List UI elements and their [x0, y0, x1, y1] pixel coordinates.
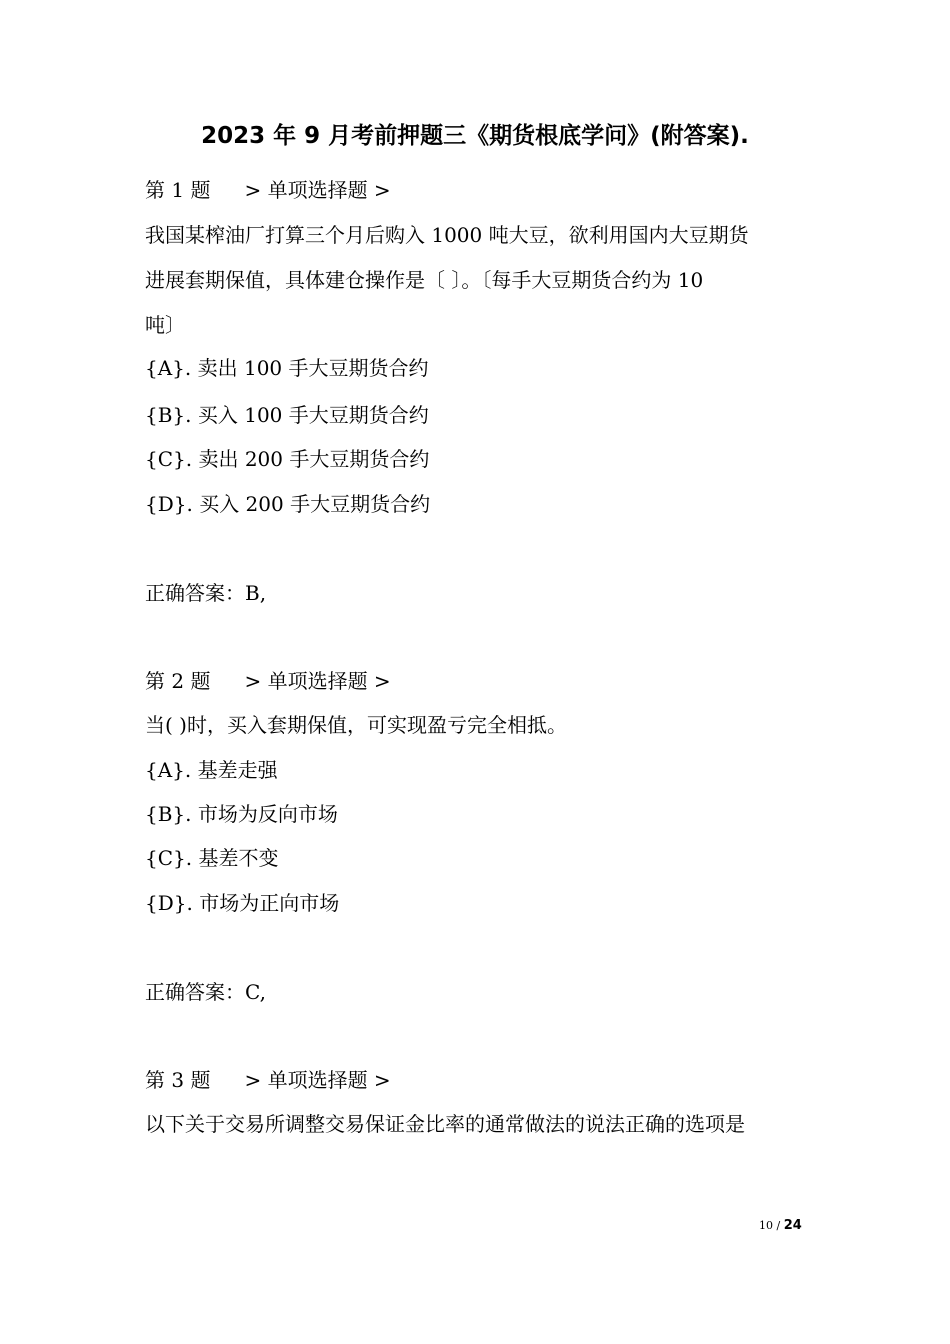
question-1-option-a: {A}. 卖出 100 手大豆期货合约 — [145, 356, 429, 380]
question-3-stem-line-1: 以下关于交易所调整交易保证金比率的通常做法的说法正确的选项是 — [145, 1112, 745, 1136]
question-2-type: > 单项选择题 > — [244, 669, 391, 693]
question-2-header — [145, 667, 391, 695]
question-3-header — [145, 1066, 391, 1094]
question-1-label: 第 1 题 — [145, 178, 211, 202]
question-2-answer: 正确答案：C, — [145, 980, 266, 1004]
question-1-stem-line-1: 我国某榨油厂打算三个月后购入 1000 吨大豆，欲利用国内大豆期货 — [145, 223, 749, 247]
page-number — [759, 1218, 802, 1234]
question-1-answer: 正确答案：B, — [145, 581, 267, 605]
page-title: 2023 年 9 月考前押题三《期货根底学问》(附答案). — [201, 123, 749, 149]
question-2-label: 第 2 题 — [145, 669, 211, 693]
question-2-option-c: {C}. 基差不变 — [145, 846, 279, 870]
question-1-option-b: {B}. 买入 100 手大豆期货合约 — [145, 403, 429, 427]
question-2-option-b: {B}. 市场为反向市场 — [145, 802, 338, 826]
question-1-stem-line-2: 进展套期保值，具体建仓操作是〔 〕。〔每手大豆期货合约为 10 — [145, 268, 704, 292]
question-3-type: > 单项选择题 > — [244, 1068, 391, 1092]
question-1-option-c: {C}. 卖出 200 手大豆期货合约 — [145, 447, 430, 471]
question-3-label: 第 3 题 — [145, 1068, 211, 1092]
question-1-header — [145, 176, 391, 204]
question-1-stem-line-3: 吨〕 — [145, 313, 185, 337]
question-1-option-d: {D}. 买入 200 手大豆期货合约 — [145, 492, 431, 516]
page-number-current: 10 — [759, 1219, 773, 1232]
question-2-option-d: {D}. 市场为正向市场 — [145, 891, 340, 915]
question-2-stem-line-1: 当( )时，买入套期保值，可实现盈亏完全相抵。 — [145, 713, 567, 737]
page-number-separator: / — [773, 1219, 784, 1232]
page-number-total: 24 — [783, 1218, 802, 1233]
question-1-type: > 单项选择题 > — [244, 178, 391, 202]
question-2-option-a: {A}. 基差走强 — [145, 758, 278, 782]
